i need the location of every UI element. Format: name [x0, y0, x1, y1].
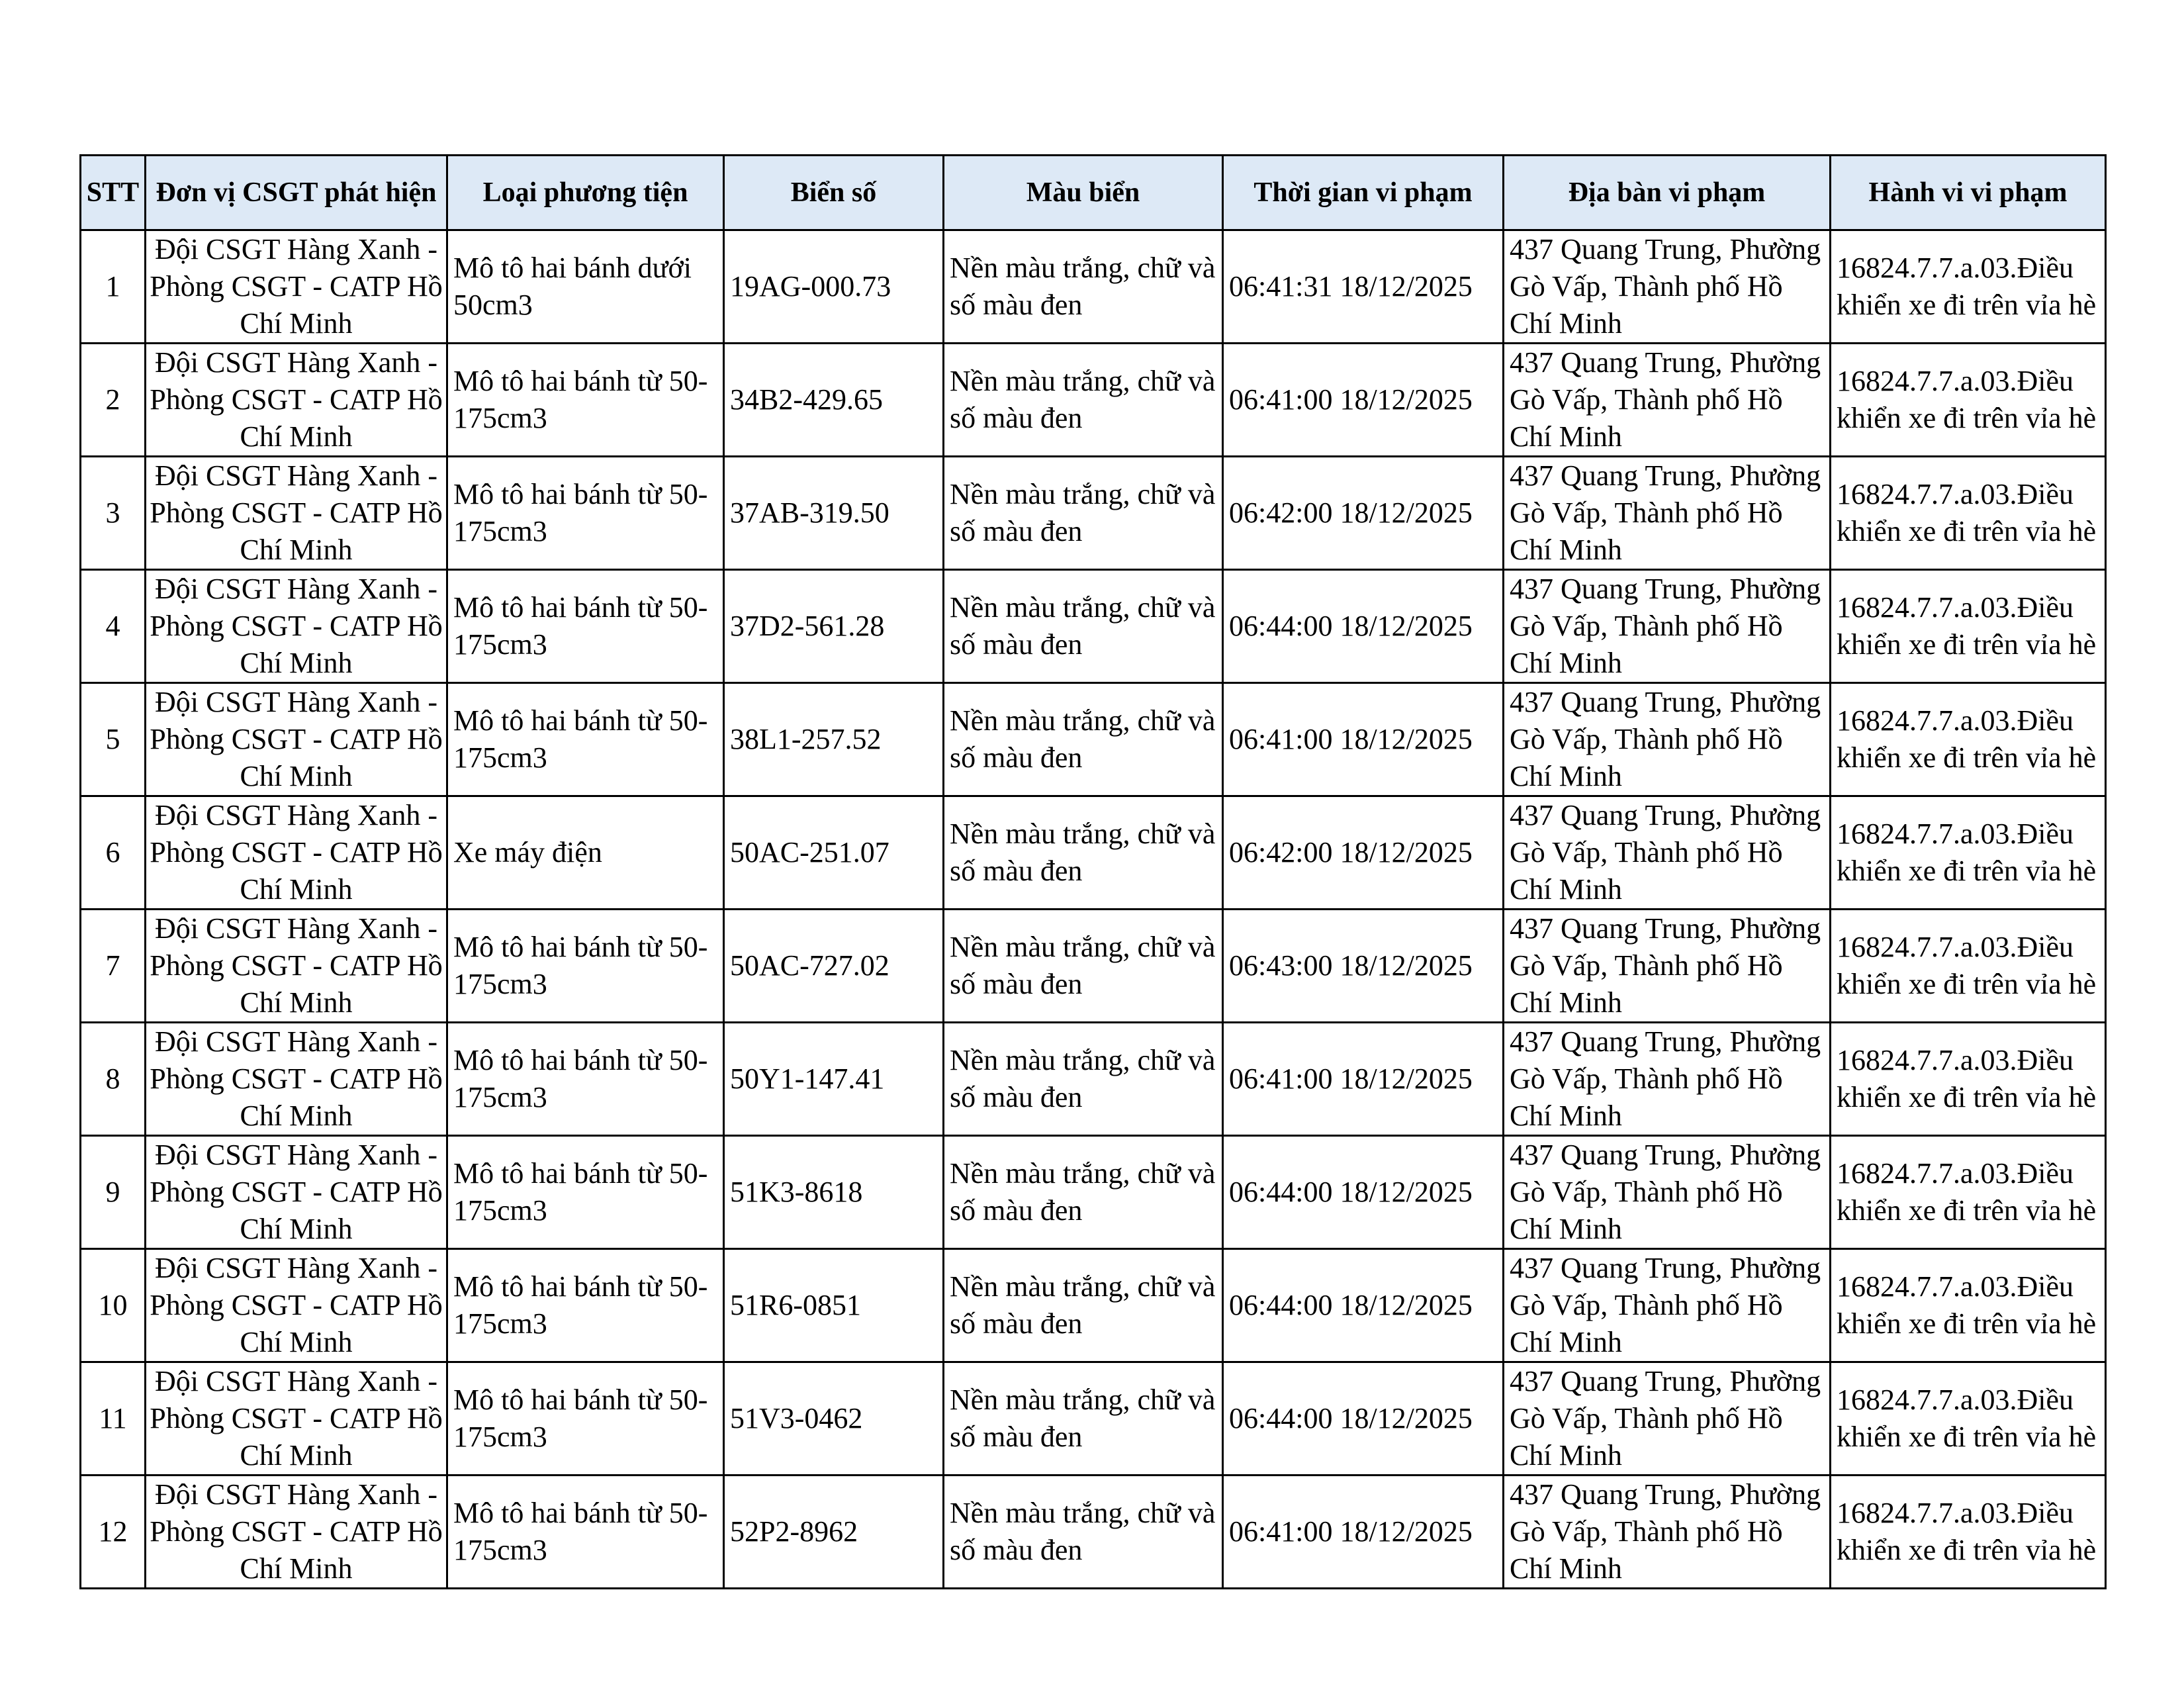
cell-time: 06:42:00 18/12/2025 — [1223, 796, 1504, 910]
cell-location: 437 Quang Trung, Phường Gò Vấp, Thành phố Hồ Chí Minh — [1504, 1023, 1831, 1136]
cell-plate: 37D2-561.28 — [724, 570, 944, 683]
cell-plate-color: Nền màu trắng, chữ và số màu đen — [944, 1476, 1223, 1589]
table-header-row — [81, 156, 2106, 230]
cell-plate-color: Nền màu trắng, chữ và số màu đen — [944, 1136, 1223, 1249]
cell-stt: 12 — [81, 1476, 146, 1589]
cell-unit: Đội CSGT Hàng Xanh - Phòng CSGT - CATP Hồ Chí Minh — [146, 1249, 447, 1362]
cell-plate: 51V3-0462 — [724, 1362, 944, 1476]
cell-plate-color: Nền màu trắng, chữ và số màu đen — [944, 457, 1223, 570]
table-row — [81, 1476, 2106, 1589]
cell-vehicle-type: Mô tô hai bánh từ 50-175cm3 — [447, 910, 724, 1023]
cell-time: 06:41:00 18/12/2025 — [1223, 344, 1504, 457]
table-row — [81, 796, 2106, 910]
cell-vehicle-type: Mô tô hai bánh từ 50-175cm3 — [447, 457, 724, 570]
cell-time: 06:44:00 18/12/2025 — [1223, 1249, 1504, 1362]
cell-vehicle-type: Mô tô hai bánh từ 50-175cm3 — [447, 1476, 724, 1589]
table-row — [81, 683, 2106, 796]
cell-vehicle-type: Mô tô hai bánh từ 50-175cm3 — [447, 683, 724, 796]
cell-time: 06:44:00 18/12/2025 — [1223, 1362, 1504, 1476]
cell-location: 437 Quang Trung, Phường Gò Vấp, Thành phố Hồ Chí Minh — [1504, 1249, 1831, 1362]
table-row — [81, 570, 2106, 683]
cell-time: 06:43:00 18/12/2025 — [1223, 910, 1504, 1023]
cell-violation: 16824.7.7.a.03.Điều khiển xe đi trên vỉa hè — [1831, 1023, 2106, 1136]
cell-unit: Đội CSGT Hàng Xanh - Phòng CSGT - CATP Hồ Chí Minh — [146, 230, 447, 344]
cell-stt: 10 — [81, 1249, 146, 1362]
cell-location: 437 Quang Trung, Phường Gò Vấp, Thành phố Hồ Chí Minh — [1504, 344, 1831, 457]
table-row — [81, 1249, 2106, 1362]
header-plate-color: Màu biển — [944, 156, 1223, 230]
cell-unit: Đội CSGT Hàng Xanh - Phòng CSGT - CATP Hồ Chí Minh — [146, 1476, 447, 1589]
table-row — [81, 457, 2106, 570]
cell-location: 437 Quang Trung, Phường Gò Vấp, Thành phố Hồ Chí Minh — [1504, 796, 1831, 910]
header-stt: STT — [81, 156, 146, 230]
header-unit: Đơn vị CSGT phát hiện — [146, 156, 447, 230]
cell-plate: 38L1-257.52 — [724, 683, 944, 796]
cell-plate-color: Nền màu trắng, chữ và số màu đen — [944, 796, 1223, 910]
cell-plate-color: Nền màu trắng, chữ và số màu đen — [944, 1249, 1223, 1362]
cell-time: 06:41:00 18/12/2025 — [1223, 1476, 1504, 1589]
violations-table — [79, 154, 2107, 1589]
cell-location: 437 Quang Trung, Phường Gò Vấp, Thành phố Hồ Chí Minh — [1504, 1136, 1831, 1249]
cell-location: 437 Quang Trung, Phường Gò Vấp, Thành phố Hồ Chí Minh — [1504, 910, 1831, 1023]
cell-stt: 11 — [81, 1362, 146, 1476]
cell-location: 437 Quang Trung, Phường Gò Vấp, Thành phố Hồ Chí Minh — [1504, 1476, 1831, 1589]
cell-violation: 16824.7.7.a.03.Điều khiển xe đi trên vỉa hè — [1831, 1249, 2106, 1362]
cell-violation: 16824.7.7.a.03.Điều khiển xe đi trên vỉa hè — [1831, 683, 2106, 796]
cell-stt: 7 — [81, 910, 146, 1023]
cell-time: 06:41:00 18/12/2025 — [1223, 1023, 1504, 1136]
cell-time: 06:42:00 18/12/2025 — [1223, 457, 1504, 570]
cell-unit: Đội CSGT Hàng Xanh - Phòng CSGT - CATP Hồ Chí Minh — [146, 1023, 447, 1136]
table-row — [81, 910, 2106, 1023]
cell-stt: 8 — [81, 1023, 146, 1136]
cell-stt: 3 — [81, 457, 146, 570]
table-row — [81, 1136, 2106, 1249]
cell-location: 437 Quang Trung, Phường Gò Vấp, Thành phố Hồ Chí Minh — [1504, 570, 1831, 683]
cell-plate: 37AB-319.50 — [724, 457, 944, 570]
cell-vehicle-type: Mô tô hai bánh từ 50-175cm3 — [447, 344, 724, 457]
cell-violation: 16824.7.7.a.03.Điều khiển xe đi trên vỉa hè — [1831, 796, 2106, 910]
cell-plate: 50AC-251.07 — [724, 796, 944, 910]
cell-violation: 16824.7.7.a.03.Điều khiển xe đi trên vỉa hè — [1831, 230, 2106, 344]
cell-violation: 16824.7.7.a.03.Điều khiển xe đi trên vỉa hè — [1831, 1476, 2106, 1589]
cell-stt: 4 — [81, 570, 146, 683]
cell-plate-color: Nền màu trắng, chữ và số màu đen — [944, 1023, 1223, 1136]
cell-unit: Đội CSGT Hàng Xanh - Phòng CSGT - CATP Hồ Chí Minh — [146, 344, 447, 457]
cell-plate: 50Y1-147.41 — [724, 1023, 944, 1136]
cell-vehicle-type: Mô tô hai bánh dưới 50cm3 — [447, 230, 724, 344]
cell-plate: 52P2-8962 — [724, 1476, 944, 1589]
cell-plate-color: Nền màu trắng, chữ và số màu đen — [944, 570, 1223, 683]
cell-unit: Đội CSGT Hàng Xanh - Phòng CSGT - CATP Hồ Chí Minh — [146, 570, 447, 683]
header-violation: Hành vi vi phạm — [1831, 156, 2106, 230]
cell-stt: 2 — [81, 344, 146, 457]
table-row — [81, 1023, 2106, 1136]
cell-vehicle-type: Mô tô hai bánh từ 50-175cm3 — [447, 1249, 724, 1362]
cell-vehicle-type: Mô tô hai bánh từ 50-175cm3 — [447, 1362, 724, 1476]
cell-plate: 50AC-727.02 — [724, 910, 944, 1023]
cell-unit: Đội CSGT Hàng Xanh - Phòng CSGT - CATP Hồ Chí Minh — [146, 796, 447, 910]
cell-vehicle-type: Xe máy điện — [447, 796, 724, 910]
cell-location: 437 Quang Trung, Phường Gò Vấp, Thành phố Hồ Chí Minh — [1504, 457, 1831, 570]
cell-location: 437 Quang Trung, Phường Gò Vấp, Thành phố Hồ Chí Minh — [1504, 1362, 1831, 1476]
cell-time: 06:41:00 18/12/2025 — [1223, 683, 1504, 796]
cell-plate: 19AG-000.73 — [724, 230, 944, 344]
cell-plate-color: Nền màu trắng, chữ và số màu đen — [944, 1362, 1223, 1476]
cell-unit: Đội CSGT Hàng Xanh - Phòng CSGT - CATP Hồ Chí Minh — [146, 683, 447, 796]
cell-plate-color: Nền màu trắng, chữ và số màu đen — [944, 230, 1223, 344]
cell-violation: 16824.7.7.a.03.Điều khiển xe đi trên vỉa hè — [1831, 570, 2106, 683]
cell-unit: Đội CSGT Hàng Xanh - Phòng CSGT - CATP Hồ Chí Minh — [146, 1362, 447, 1476]
table-row — [81, 344, 2106, 457]
cell-time: 06:44:00 18/12/2025 — [1223, 570, 1504, 683]
table-body — [81, 230, 2106, 1589]
cell-stt: 1 — [81, 230, 146, 344]
cell-violation: 16824.7.7.a.03.Điều khiển xe đi trên vỉa hè — [1831, 344, 2106, 457]
cell-vehicle-type: Mô tô hai bánh từ 50-175cm3 — [447, 1136, 724, 1249]
cell-unit: Đội CSGT Hàng Xanh - Phòng CSGT - CATP Hồ Chí Minh — [146, 457, 447, 570]
cell-stt: 5 — [81, 683, 146, 796]
cell-plate-color: Nền màu trắng, chữ và số màu đen — [944, 683, 1223, 796]
cell-plate: 51K3-8618 — [724, 1136, 944, 1249]
cell-plate-color: Nền màu trắng, chữ và số màu đen — [944, 344, 1223, 457]
cell-unit: Đội CSGT Hàng Xanh - Phòng CSGT - CATP Hồ Chí Minh — [146, 910, 447, 1023]
header-plate: Biển số — [724, 156, 944, 230]
cell-unit: Đội CSGT Hàng Xanh - Phòng CSGT - CATP Hồ Chí Minh — [146, 1136, 447, 1249]
cell-time: 06:41:31 18/12/2025 — [1223, 230, 1504, 344]
header-time: Thời gian vi phạm — [1223, 156, 1504, 230]
cell-vehicle-type: Mô tô hai bánh từ 50-175cm3 — [447, 570, 724, 683]
cell-stt: 9 — [81, 1136, 146, 1249]
table-row — [81, 1362, 2106, 1476]
cell-time: 06:44:00 18/12/2025 — [1223, 1136, 1504, 1249]
table-row — [81, 230, 2106, 344]
header-location: Địa bàn vi phạm — [1504, 156, 1831, 230]
cell-location: 437 Quang Trung, Phường Gò Vấp, Thành phố Hồ Chí Minh — [1504, 230, 1831, 344]
cell-plate: 34B2-429.65 — [724, 344, 944, 457]
cell-violation: 16824.7.7.a.03.Điều khiển xe đi trên vỉa hè — [1831, 910, 2106, 1023]
cell-violation: 16824.7.7.a.03.Điều khiển xe đi trên vỉa hè — [1831, 457, 2106, 570]
header-vehicle-type: Loại phương tiện — [447, 156, 724, 230]
cell-vehicle-type: Mô tô hai bánh từ 50-175cm3 — [447, 1023, 724, 1136]
cell-violation: 16824.7.7.a.03.Điều khiển xe đi trên vỉa hè — [1831, 1362, 2106, 1476]
cell-stt: 6 — [81, 796, 146, 910]
cell-violation: 16824.7.7.a.03.Điều khiển xe đi trên vỉa hè — [1831, 1136, 2106, 1249]
cell-plate-color: Nền màu trắng, chữ và số màu đen — [944, 910, 1223, 1023]
cell-location: 437 Quang Trung, Phường Gò Vấp, Thành phố Hồ Chí Minh — [1504, 683, 1831, 796]
cell-plate: 51R6-0851 — [724, 1249, 944, 1362]
